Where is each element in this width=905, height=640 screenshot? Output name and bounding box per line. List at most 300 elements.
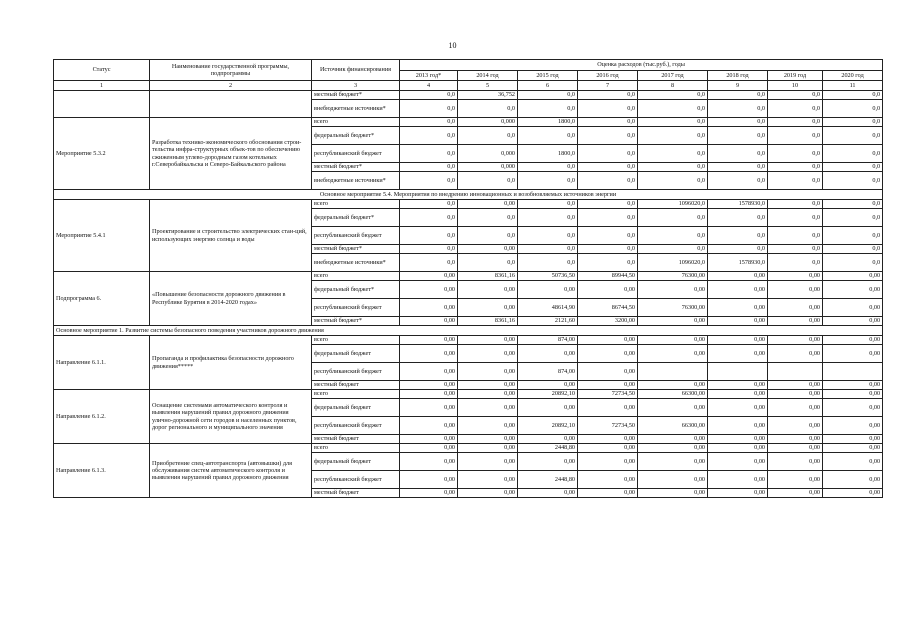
value-cell: 0,00	[638, 281, 708, 299]
value-cell: 0,00	[708, 471, 768, 489]
value-cell: 0,0	[578, 172, 638, 190]
value-cell: 0,00	[518, 381, 578, 390]
value-cell: 0,00	[708, 381, 768, 390]
table-row	[54, 272, 883, 281]
value-cell: 0,00	[458, 381, 518, 390]
header-column-number: 4	[400, 81, 458, 91]
value-cell: 0,0	[578, 100, 638, 118]
value-cell: 0,0	[518, 254, 578, 272]
value-cell: 0,00	[823, 489, 883, 498]
value-cell: 0,0	[823, 145, 883, 163]
value-cell: 0,0	[708, 118, 768, 127]
value-cell: 0,0	[400, 227, 458, 245]
value-cell: 0,0	[638, 118, 708, 127]
budget-table	[53, 59, 883, 498]
value-cell: 0,00	[458, 453, 518, 471]
value-cell: 0,00	[708, 489, 768, 498]
header-column-number: 10	[768, 81, 823, 91]
value-cell: 0,00	[823, 399, 883, 417]
value-cell: 0,0	[518, 163, 578, 172]
table-row	[54, 118, 883, 127]
value-cell: 0,0	[823, 91, 883, 100]
value-cell: 0,0	[578, 209, 638, 227]
value-cell: 1096020,0	[638, 200, 708, 209]
status-cell: Направление 6.1.2.	[54, 390, 150, 444]
value-cell: 0,00	[708, 299, 768, 317]
value-cell: 0,0	[768, 118, 823, 127]
source-cell: местный бюджет	[312, 489, 400, 498]
value-cell: 0,0	[400, 200, 458, 209]
table-body	[54, 91, 883, 498]
value-cell: 0,0	[400, 100, 458, 118]
value-cell: 0,00	[400, 381, 458, 390]
value-cell: 0,00	[518, 453, 578, 471]
value-cell: 0,00	[458, 363, 518, 381]
value-cell: 0,0	[823, 254, 883, 272]
value-cell: 0,0	[823, 227, 883, 245]
value-cell: 0,0	[768, 172, 823, 190]
value-cell: 0,0	[708, 245, 768, 254]
header-source: Источник финансирования	[312, 60, 400, 81]
value-cell: 66300,00	[638, 417, 708, 435]
value-cell: 0,0	[518, 200, 578, 209]
source-cell: всего	[312, 200, 400, 209]
header-year: 2015 год	[518, 71, 578, 81]
value-cell: 0,00	[768, 381, 823, 390]
source-cell: федеральный бюджет*	[312, 209, 400, 227]
value-cell: 0,00	[823, 299, 883, 317]
value-cell: 0,00	[823, 281, 883, 299]
value-cell	[823, 363, 883, 381]
value-cell: 72734,50	[578, 417, 638, 435]
value-cell: 0,00	[400, 272, 458, 281]
header-year: 2020 год	[823, 71, 883, 81]
value-cell: 0,00	[458, 200, 518, 209]
value-cell: 0,0	[708, 209, 768, 227]
source-cell: республиканский бюджет	[312, 363, 400, 381]
program-name-cell: Проектирование и строительство электрических стан-ций, использующих энергию солнца и воды	[150, 200, 312, 272]
source-cell: местный бюджет	[312, 435, 400, 444]
value-cell: 0,00	[823, 435, 883, 444]
value-cell: 0,00	[638, 471, 708, 489]
value-cell: 0,0	[638, 91, 708, 100]
header-column-number: 3	[312, 81, 400, 91]
value-cell: 0,00	[823, 417, 883, 435]
value-cell: 0,0	[458, 227, 518, 245]
value-cell: 0,00	[578, 345, 638, 363]
value-cell: 0,00	[768, 345, 823, 363]
value-cell: 0,00	[400, 435, 458, 444]
value-cell: 0,00	[708, 417, 768, 435]
value-cell: 0,0	[400, 127, 458, 145]
source-cell: федеральный бюджет	[312, 453, 400, 471]
value-cell: 0,00	[708, 345, 768, 363]
source-cell: всего	[312, 336, 400, 345]
value-cell: 0,0	[768, 254, 823, 272]
value-cell: 1800,0	[518, 118, 578, 127]
value-cell: 0,00	[823, 381, 883, 390]
header-year: 2014 год	[458, 71, 518, 81]
value-cell: 0,0	[518, 227, 578, 245]
value-cell: 2448,80	[518, 444, 578, 453]
value-cell: 0,00	[638, 317, 708, 326]
value-cell: 0,00	[768, 272, 823, 281]
source-cell: местный бюджет*	[312, 245, 400, 254]
value-cell: 0,00	[708, 272, 768, 281]
table-row	[54, 390, 883, 399]
value-cell: 0,0	[518, 91, 578, 100]
value-cell: 0,00	[400, 417, 458, 435]
value-cell: 0,00	[768, 317, 823, 326]
value-cell: 0,0	[638, 145, 708, 163]
value-cell: 0,0	[638, 209, 708, 227]
value-cell: 0,00	[638, 345, 708, 363]
value-cell: 0,00	[638, 444, 708, 453]
value-cell: 0,00	[518, 399, 578, 417]
value-cell: 0,00	[518, 435, 578, 444]
value-cell: 0,0	[768, 145, 823, 163]
value-cell: 0,0	[578, 227, 638, 245]
value-cell: 20892,10	[518, 417, 578, 435]
header-year: 2019 год	[768, 71, 823, 81]
value-cell: 0,00	[768, 390, 823, 399]
value-cell: 0,0	[768, 245, 823, 254]
value-cell: 50736,50	[518, 272, 578, 281]
value-cell: 0,0	[518, 172, 578, 190]
header-column-number: 5	[458, 81, 518, 91]
page-number: 10	[448, 41, 457, 50]
value-cell: 1096020,0	[638, 254, 708, 272]
value-cell: 0,0	[518, 245, 578, 254]
value-cell: 0,00	[578, 489, 638, 498]
value-cell: 0,0	[768, 127, 823, 145]
value-cell: 2121,60	[518, 317, 578, 326]
value-cell: 0,00	[638, 399, 708, 417]
value-cell: 0,0	[518, 127, 578, 145]
value-cell: 0,00	[400, 299, 458, 317]
table-row	[54, 200, 883, 209]
value-cell: 0,00	[458, 281, 518, 299]
value-cell: 0,00	[823, 453, 883, 471]
value-cell: 0,00	[458, 390, 518, 399]
value-cell: 0,00	[578, 363, 638, 381]
source-cell: федеральный бюджет*	[312, 127, 400, 145]
source-cell: внебюджетные источники*	[312, 100, 400, 118]
header-column-number: 7	[578, 81, 638, 91]
value-cell: 0,0	[400, 209, 458, 227]
value-cell: 0,00	[823, 471, 883, 489]
status-cell: Мероприятие 5.3.2	[54, 118, 150, 190]
value-cell	[768, 363, 823, 381]
value-cell: 0,00	[578, 336, 638, 345]
value-cell: 3200,00	[578, 317, 638, 326]
value-cell: 0,0	[823, 100, 883, 118]
value-cell: 0,0	[708, 227, 768, 245]
value-cell: 0,00	[578, 281, 638, 299]
value-cell: 0,0	[708, 127, 768, 145]
source-cell: республиканский бюджет	[312, 299, 400, 317]
source-cell: всего	[312, 444, 400, 453]
value-cell: 0,0	[823, 118, 883, 127]
value-cell: 0,0	[768, 227, 823, 245]
value-cell: 0,00	[768, 399, 823, 417]
source-cell: местный бюджет*	[312, 163, 400, 172]
value-cell: 0,00	[638, 453, 708, 471]
value-cell: 0,0	[708, 145, 768, 163]
value-cell: 1578930,0	[708, 200, 768, 209]
value-cell: 0,0	[638, 163, 708, 172]
source-cell: местный бюджет	[312, 381, 400, 390]
value-cell	[638, 363, 708, 381]
value-cell: 36,752	[458, 91, 518, 100]
program-name-cell: «Повышение безопасности дорожного движения в Республике Бурятия в 2014-2020 годах»	[150, 272, 312, 326]
source-cell: республиканский бюджет	[312, 471, 400, 489]
table-row	[54, 336, 883, 345]
value-cell: 0,00	[458, 417, 518, 435]
header-column-number: 11	[823, 81, 883, 91]
value-cell: 0,0	[400, 245, 458, 254]
value-cell: 0,00	[458, 471, 518, 489]
table-header	[54, 60, 883, 91]
value-cell: 0,00	[768, 471, 823, 489]
value-cell: 0,00	[458, 489, 518, 498]
value-cell: 0,0	[578, 200, 638, 209]
value-cell: 1800,0	[518, 145, 578, 163]
section-title: Основное мероприятие 5.4. Мероприятия по внедрению инновационных и возобновляемых источников энергии	[54, 190, 883, 200]
value-cell: 20892,10	[518, 390, 578, 399]
value-cell: 0,00	[578, 444, 638, 453]
value-cell: 48614,90	[518, 299, 578, 317]
table-row	[54, 444, 883, 453]
source-cell: всего	[312, 118, 400, 127]
value-cell: 0,00	[823, 444, 883, 453]
source-cell: всего	[312, 390, 400, 399]
value-cell: 0,0	[458, 127, 518, 145]
value-cell: 0,00	[823, 390, 883, 399]
value-cell: 0,00	[578, 435, 638, 444]
value-cell: 0,0	[458, 100, 518, 118]
value-cell: 0,00	[638, 435, 708, 444]
table-row	[54, 91, 883, 100]
header-year: 2018 год	[708, 71, 768, 81]
value-cell: 89944,50	[578, 272, 638, 281]
value-cell: 0,0	[638, 127, 708, 145]
value-cell: 0,00	[638, 336, 708, 345]
value-cell: 76300,00	[638, 272, 708, 281]
value-cell: 0,0	[768, 100, 823, 118]
value-cell: 0,00	[708, 390, 768, 399]
value-cell: 0,00	[823, 317, 883, 326]
value-cell: 0,00	[708, 281, 768, 299]
value-cell: 0,0	[578, 145, 638, 163]
value-cell: 0,00	[458, 345, 518, 363]
value-cell: 0,00	[578, 381, 638, 390]
value-cell: 0,0	[578, 163, 638, 172]
value-cell: 0,0	[458, 254, 518, 272]
value-cell: 0,0	[708, 100, 768, 118]
value-cell: 0,0	[400, 163, 458, 172]
value-cell	[708, 363, 768, 381]
header-status: Статус	[54, 60, 150, 81]
value-cell: 0,0	[708, 163, 768, 172]
value-cell: 0,0	[823, 245, 883, 254]
value-cell: 0,00	[768, 336, 823, 345]
value-cell: 0,00	[578, 399, 638, 417]
value-cell: 0,0	[518, 209, 578, 227]
header-estimate: Оценка расходов (тыс.руб.), годы	[400, 60, 883, 71]
value-cell: 0,00	[708, 399, 768, 417]
value-cell: 0,00	[823, 272, 883, 281]
status-cell	[54, 91, 150, 118]
header-column-number: 1	[54, 81, 150, 91]
value-cell: 0,00	[578, 453, 638, 471]
value-cell: 0,00	[400, 390, 458, 399]
header-year: 2013 год*	[400, 71, 458, 81]
program-name-cell	[150, 91, 312, 118]
value-cell: 0,00	[578, 471, 638, 489]
value-cell: 0,00	[458, 299, 518, 317]
value-cell: 0,00	[458, 399, 518, 417]
value-cell: 0,00	[638, 489, 708, 498]
value-cell: 0,00	[518, 345, 578, 363]
value-cell: 0,0	[458, 209, 518, 227]
value-cell: 0,0	[578, 254, 638, 272]
value-cell: 874,00	[518, 363, 578, 381]
header-column-number: 6	[518, 81, 578, 91]
value-cell: 0,0	[823, 127, 883, 145]
value-cell: 0,00	[768, 453, 823, 471]
value-cell: 0,0	[638, 245, 708, 254]
value-cell: 0,00	[400, 471, 458, 489]
value-cell: 0,00	[638, 381, 708, 390]
value-cell: 0,0	[458, 172, 518, 190]
value-cell: 0,000	[458, 163, 518, 172]
source-cell: федеральный бюджет	[312, 399, 400, 417]
value-cell: 0,0	[768, 91, 823, 100]
value-cell: 0,0	[578, 127, 638, 145]
value-cell: 0,00	[400, 363, 458, 381]
value-cell: 0,00	[400, 336, 458, 345]
value-cell: 0,00	[400, 444, 458, 453]
program-name-cell: Пропаганда и профилактика безопасности дорожного движения*****	[150, 336, 312, 390]
value-cell: 0,000	[458, 118, 518, 127]
value-cell: 0,0	[638, 227, 708, 245]
value-cell: 0,00	[708, 317, 768, 326]
value-cell: 0,0	[400, 145, 458, 163]
value-cell: 0,00	[400, 489, 458, 498]
value-cell: 0,00	[768, 435, 823, 444]
header-program-name: Наименование государственной программы, подпрограммы	[150, 60, 312, 81]
value-cell: 0,00	[458, 435, 518, 444]
header-column-number: 2	[150, 81, 312, 91]
value-cell: 0,0	[400, 118, 458, 127]
value-cell: 0,0	[400, 172, 458, 190]
header-column-number: 9	[708, 81, 768, 91]
value-cell: 0,00	[768, 489, 823, 498]
value-cell: 0,0	[823, 172, 883, 190]
source-cell: федеральный бюджет	[312, 345, 400, 363]
value-cell: 0,00	[823, 336, 883, 345]
header-column-number: 8	[638, 81, 708, 91]
status-cell: Подпрограмма 6.	[54, 272, 150, 326]
value-cell: 1578930,0	[708, 254, 768, 272]
value-cell: 0,0	[638, 100, 708, 118]
source-cell: республиканский бюджет	[312, 145, 400, 163]
section-row	[54, 326, 883, 336]
value-cell: 0,00	[400, 317, 458, 326]
source-cell: всего	[312, 272, 400, 281]
value-cell: 0,0	[518, 100, 578, 118]
value-cell: 0,00	[518, 281, 578, 299]
source-cell: внебюджетные источники*	[312, 172, 400, 190]
value-cell: 66300,00	[638, 390, 708, 399]
value-cell: 0,00	[768, 417, 823, 435]
value-cell: 0,00	[400, 399, 458, 417]
header-year: 2016 год	[578, 71, 638, 81]
value-cell: 0,0	[823, 200, 883, 209]
value-cell: 0,00	[708, 336, 768, 345]
value-cell: 0,00	[823, 345, 883, 363]
value-cell: 0,0	[708, 172, 768, 190]
source-cell: республиканский бюджет	[312, 227, 400, 245]
program-name-cell: Разработка технико-экономического обоснования строи-тельства инфра-структурных объек-тов по обеспечению сжиженным углево-дородным газом котельных г.Северобайкальска и Северо-Байкальского района	[150, 118, 312, 190]
status-cell: Направление 6.1.1.	[54, 336, 150, 390]
source-cell: местный бюджет*	[312, 317, 400, 326]
program-name-cell: Приобретение спец-автотранспорта (автовышки) для обслуживания систем автоматического контроля и выявления нарушений правил дорожного движения	[150, 444, 312, 498]
value-cell: 0,00	[768, 444, 823, 453]
source-cell: внебюджетные источники*	[312, 254, 400, 272]
value-cell: 0,0	[638, 172, 708, 190]
value-cell: 0,00	[708, 453, 768, 471]
section-row	[54, 190, 883, 200]
value-cell: 0,0	[768, 200, 823, 209]
value-cell: 0,0	[400, 254, 458, 272]
value-cell: 0,0	[578, 91, 638, 100]
value-cell: 0,0	[578, 118, 638, 127]
source-cell: республиканский бюджет	[312, 417, 400, 435]
value-cell: 874,00	[518, 336, 578, 345]
value-cell: 8361,16	[458, 272, 518, 281]
value-cell: 0,00	[400, 453, 458, 471]
value-cell: 0,00	[768, 299, 823, 317]
value-cell: 0,00	[458, 336, 518, 345]
value-cell: 0,00	[458, 444, 518, 453]
value-cell: 0,0	[768, 163, 823, 172]
value-cell: 0,00	[400, 345, 458, 363]
value-cell: 0,00	[400, 281, 458, 299]
header-year: 2017 год	[638, 71, 708, 81]
value-cell: 0,00	[458, 245, 518, 254]
status-cell: Направление 6.1.3.	[54, 444, 150, 498]
section-title: Основное мероприятие 1. Развитие системы безопасного поведения участников дорожного движения	[54, 326, 883, 336]
value-cell: 2448,80	[518, 471, 578, 489]
value-cell: 0,000	[458, 145, 518, 163]
value-cell: 0,0	[823, 163, 883, 172]
value-cell: 72734,50	[578, 390, 638, 399]
value-cell: 0,0	[823, 209, 883, 227]
value-cell: 0,0	[768, 209, 823, 227]
value-cell: 0,00	[708, 435, 768, 444]
source-cell: федеральный бюджет*	[312, 281, 400, 299]
value-cell: 86744,50	[578, 299, 638, 317]
source-cell: местный бюджет*	[312, 91, 400, 100]
value-cell: 0,00	[518, 489, 578, 498]
program-name-cell: Оснащение системами автоматического контроля и выявления нарушений правил дорожного движения улично-дорожной сети городов и населенных пунктов, дорог регионального и муниципального значения	[150, 390, 312, 444]
value-cell: 0,0	[708, 91, 768, 100]
value-cell: 0,00	[708, 444, 768, 453]
value-cell: 0,0	[578, 245, 638, 254]
value-cell: 0,0	[400, 91, 458, 100]
